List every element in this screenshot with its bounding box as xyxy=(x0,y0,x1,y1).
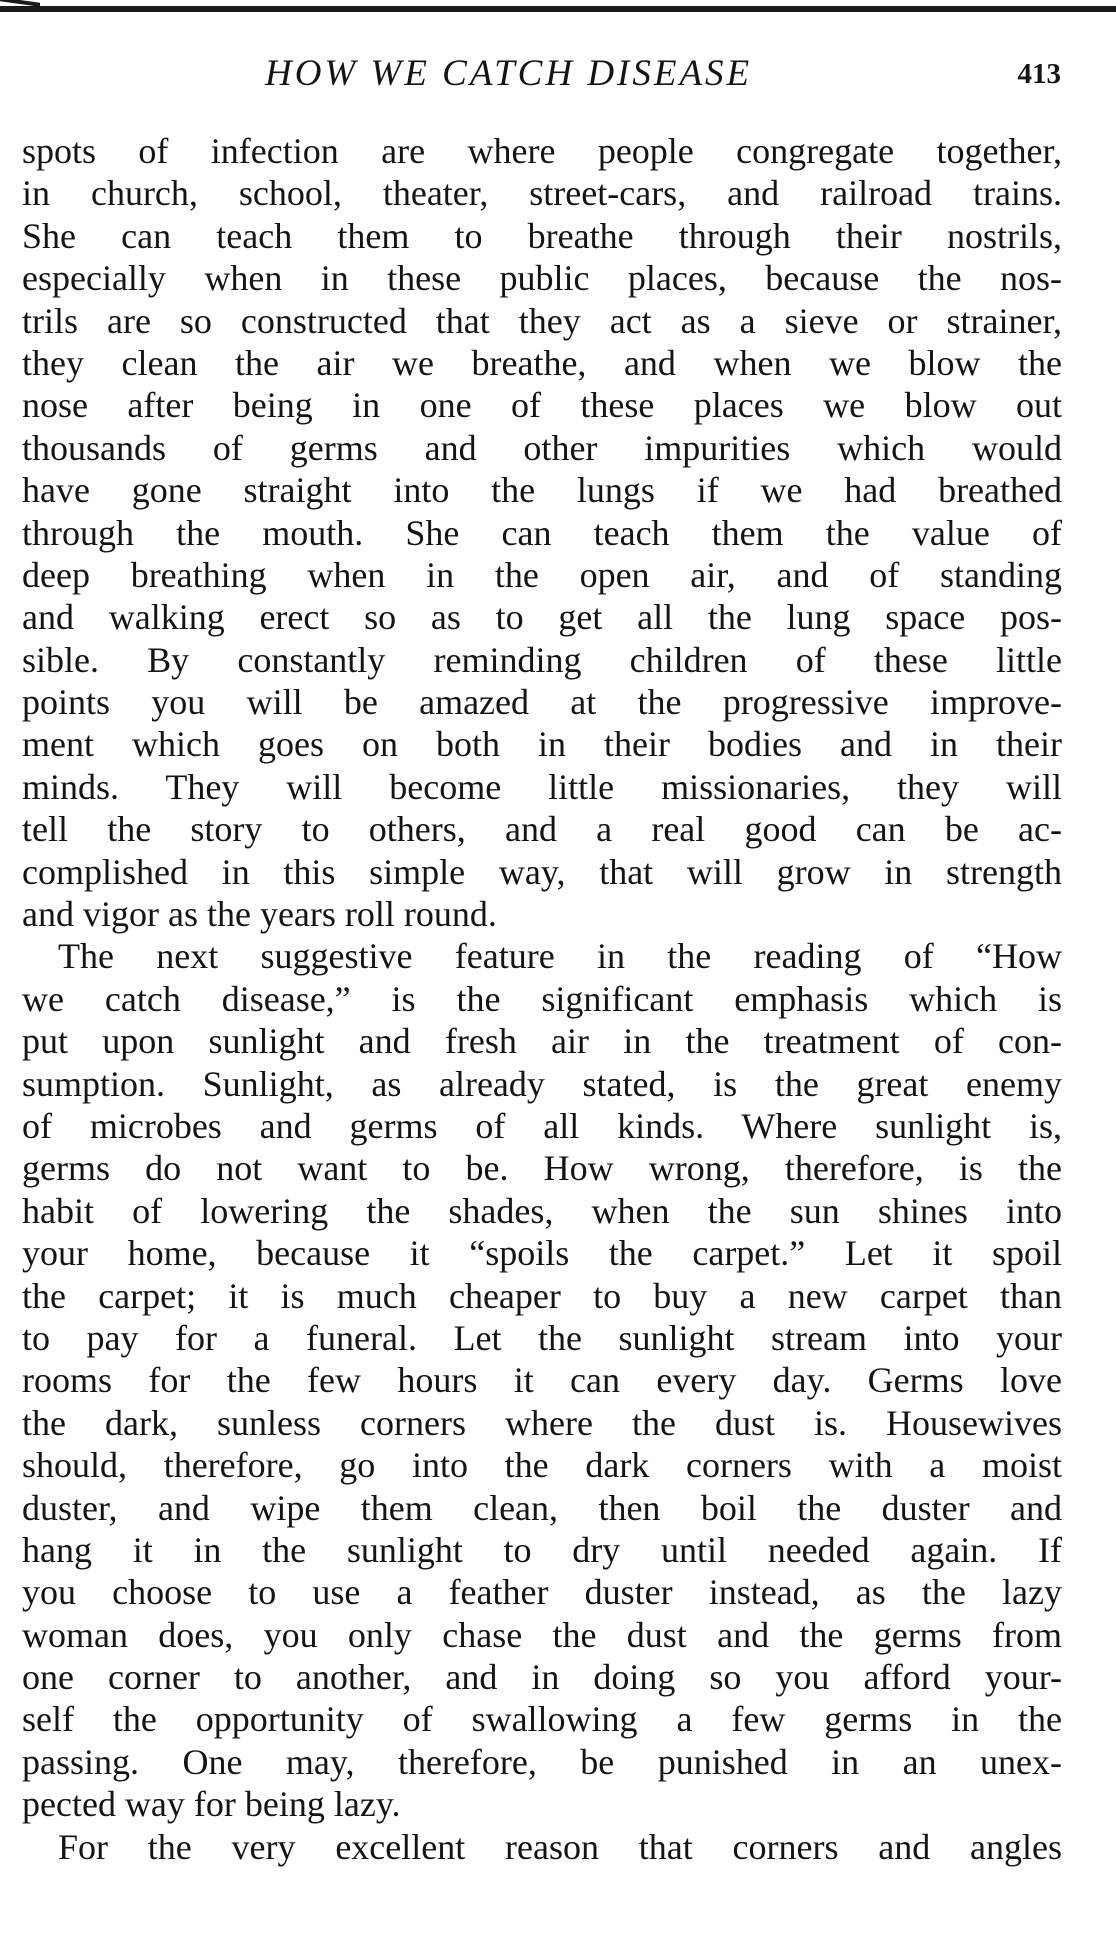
text-line: you choose to use a feather duster instead, as the lazy xyxy=(22,1572,1062,1613)
text-line: She can teach them to breathe through their nostrils, xyxy=(22,215,1062,256)
text-line: they clean the air we breathe, and when we blow the xyxy=(22,342,1062,383)
text-line: especially when in these public places, because the nos- xyxy=(22,258,1062,299)
text-line: duster, and wipe them clean, then boil the duster and xyxy=(22,1487,1062,1528)
text-line: one corner to another, and in doing so you afford your- xyxy=(22,1657,1062,1698)
text-line: germs do not want to be. How wrong, therefore, is the xyxy=(22,1148,1062,1189)
text-line: hang it in the sunlight to dry until needed again. If xyxy=(22,1529,1062,1570)
text-line: trils are so constructed that they act as a sieve or strainer, xyxy=(22,300,1062,341)
text-line: put upon sunlight and fresh air in the treatment of con- xyxy=(22,1021,1062,1062)
text-line: points you will be amazed at the progressive improve- xyxy=(22,682,1062,723)
text-line: tell the story to others, and a real good can be ac- xyxy=(22,809,1062,850)
text-line: of microbes and germs of all kinds. Where sunlight is, xyxy=(22,1105,1062,1146)
text-line: through the mouth. She can teach them the value of xyxy=(22,512,1062,553)
text-line: habit of lowering the shades, when the sun shines into xyxy=(22,1190,1062,1231)
text-line: passing. One may, therefore, be punished in an unex- xyxy=(22,1741,1062,1782)
text-line: have gone straight into the lungs if we had breathed xyxy=(22,470,1062,511)
text-line: nose after being in one of these places we blow out xyxy=(22,385,1062,426)
text-line: thousands of germs and other impurities which would xyxy=(22,427,1062,468)
paragraph-end-line: and vigor as the years roll round. xyxy=(22,894,497,935)
text-line: spots of infection are where people congregate together, xyxy=(22,131,1062,171)
text-line: to pay for a funeral. Let the sunlight stream into your xyxy=(22,1317,1062,1358)
page-number: 413 xyxy=(1017,58,1061,90)
text-line: sible. By constantly reminding children of these little xyxy=(22,639,1062,680)
paragraph-end-line: pected way for being lazy. xyxy=(22,1784,401,1825)
text-line: ment which goes on both in their bodies and in their xyxy=(22,724,1062,765)
text-line: the carpet; it is much cheaper to buy a new carpet than xyxy=(22,1275,1062,1316)
text-line: the dark, sunless corners where the dust is. Housewives xyxy=(22,1402,1062,1443)
paragraph-start-line: For the very excellent reason that corners and angles xyxy=(58,1826,1062,1867)
text-line: rooms for the few hours it can every day. Germs love xyxy=(22,1360,1062,1401)
text-line: woman does, you only chase the dust and the germs from xyxy=(22,1614,1062,1655)
running-title: HOW WE CATCH DISEASE xyxy=(265,53,753,94)
running-head xyxy=(0,52,1116,102)
text-line: minds. They will become little missionaries, they will xyxy=(22,766,1062,807)
paragraph-start-line: The next suggestive feature in the reading of “How xyxy=(58,936,1062,977)
top-rule xyxy=(0,6,1116,12)
text-line: self the opportunity of swallowing a few germs in the xyxy=(22,1699,1062,1740)
text-line: we catch disease,” is the significant emphasis which is xyxy=(22,978,1062,1019)
body-text xyxy=(22,130,1062,1868)
text-line: and walking erect so as to get all the lung space pos- xyxy=(22,597,1062,638)
text-line: should, therefore, go into the dark corners with a moist xyxy=(22,1445,1062,1486)
text-line: in church, school, theater, street-cars, and railroad trains. xyxy=(22,173,1062,214)
text-line: your home, because it “spoils the carpet.” Let it spoil xyxy=(22,1233,1062,1274)
text-line: sumption. Sunlight, as already stated, is the great enemy xyxy=(22,1063,1062,1104)
text-line: complished in this simple way, that will grow in strength xyxy=(22,851,1062,892)
text-line: deep breathing when in the open air, and of standing xyxy=(22,554,1062,595)
